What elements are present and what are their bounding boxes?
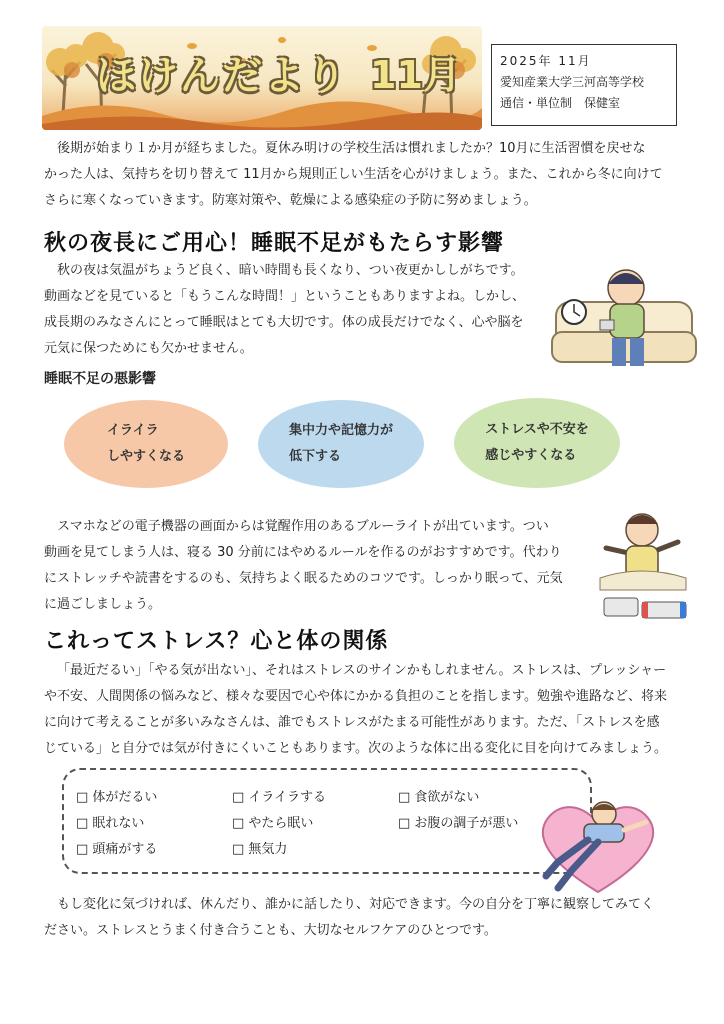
newsletter-month: 11月 <box>370 53 461 97</box>
advice-line: に過ごしましょう。 <box>44 597 162 612</box>
effect-bubble-irritation <box>64 400 228 488</box>
stress-line: や不安、人間関係の悩みなど、様々な要因で心や体にかかる負担のことを指します。勉強や進路など、将来 <box>44 689 667 704</box>
sleep-line: 元気に保つためにも欠かせません。 <box>44 341 253 356</box>
checklist-item[interactable]: □ やたら眠い <box>232 816 314 831</box>
school-name: 愛知産業大学三河高等学校 <box>500 75 645 89</box>
advice-line: 動画を見てしまう人は、寝る 30 分前にはやめるルールを作るのがおすすめです。代わり <box>44 545 562 560</box>
checklist-item[interactable]: □ 食欲がない <box>398 790 480 805</box>
stress-line: 「最近だるい」「やる気が出ない」、それはストレスのサインかもしれません。ストレスは、プレッシャー <box>57 663 667 678</box>
sleep-effects-subheading: 睡眠不足の悪影響 <box>44 371 156 387</box>
intro-line: さらに寒くなっていきます。防寒対策や、乾燥による感染症の予防に努めましょう。 <box>44 193 537 208</box>
checklist-item[interactable]: □ 頭痛がする <box>76 842 158 857</box>
stress-paragraph <box>44 658 704 762</box>
effect-bubble-anxiety <box>454 398 620 488</box>
effect-text: ストレスや不安を 感じやすくなる <box>485 422 589 463</box>
sleep-line: 秋の夜は気温がちょうど良く、暗い時間も長くなり、つい夜更かししがちです。 <box>57 263 524 278</box>
intro-line: かった人は、気持ちを切り替えて 11月から規則正しい生活を心がけましょう。また、これから冬に向けて <box>44 167 663 182</box>
effect-text: 集中力や記憶力が 低下する <box>288 423 393 464</box>
closing-line: もし変化に気づければ、休んだり、誰かに話したり、対応できます。今の自分を丁寧に観察してみてく <box>57 897 654 912</box>
newsletter-title: ほけんだより <box>96 53 348 99</box>
section-heading-sleep: 秋の夜長にご用心！睡眠不足がもたらす影響 <box>44 231 505 256</box>
screen-advice-paragraph <box>44 514 584 618</box>
sleep-line: 動画などを見ていると「もうこんな時間！」ということもありますよね。しかし、 <box>44 289 526 304</box>
closing-paragraph <box>44 892 704 944</box>
stress-line: じている」と自分では気が付きにくいこともあります。次のような体に出る変化に目を向けてみましょう。 <box>44 741 667 756</box>
checklist-item[interactable]: □ 無気力 <box>232 842 288 857</box>
issue-date: 2025年 11月 <box>500 54 592 68</box>
checklist-item[interactable]: □ お腹の調子が悪い <box>398 816 519 831</box>
issue-info-box <box>491 44 677 126</box>
advice-line: スマホなどの電子機器の画面からは覚醒作用のあるブルーライトが出ています。つい <box>57 519 549 534</box>
effect-text: イライラ しやすくなる <box>106 423 185 464</box>
boy-on-sofa-illustration <box>548 262 698 378</box>
intro-line: 後期が始まり１か月が経ちました。夏休み明けの学校生活は慣れましたか？10月に生活習慣を戻せな <box>57 141 646 156</box>
stress-line: に向けて考えることが多いみなさんは、誰でもストレスがたまる可能性があります。ただ、「ストレスを感 <box>44 715 660 730</box>
checklist-item[interactable]: □ 眠れない <box>76 816 145 831</box>
person-on-heart-cushion-illustration <box>528 792 668 896</box>
checklist-item[interactable]: □ イライラする <box>232 790 327 805</box>
closing-line: ださい。ストレスとうまく付き合うことも、大切なセルフケアのひとつです。 <box>44 923 497 938</box>
intro-paragraph <box>44 136 694 214</box>
effect-bubble-concentration <box>258 400 424 488</box>
department-name: 通信・単位制 保健室 <box>500 96 621 110</box>
girl-stretching-illustration <box>586 494 698 626</box>
sleep-paragraph <box>44 258 564 362</box>
checklist-item[interactable]: □ 体がだるい <box>76 790 158 805</box>
sleep-line: 成長期のみなさんにとって睡眠はとても大切です。体の成長だけでなく、心や脳を <box>44 315 524 330</box>
advice-line: にストレッチや読書をするのも、気持ちよく眠るためのコツです。しっかり眠って、元気 <box>44 571 563 586</box>
section-heading-stress: これってストレス？心と体の関係 <box>44 629 389 654</box>
